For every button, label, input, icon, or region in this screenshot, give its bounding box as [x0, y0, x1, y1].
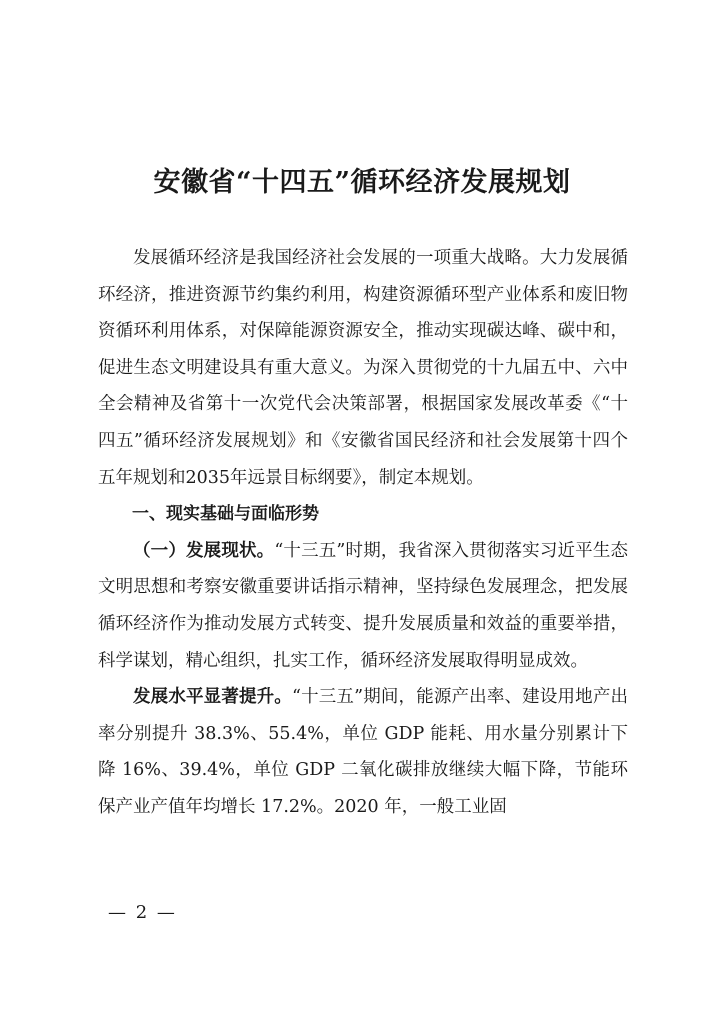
- point-paragraph: [98, 679, 628, 825]
- subsection-lead: （一）发展现状。: [133, 540, 275, 561]
- document-title: 安徽省“十四五”循环经济发展规划: [153, 167, 571, 198]
- subsection-text: “十三五”时期，我省深入贯彻落实习近平生态文明思想和考察安徽重要讲话指示精神，坚持绿色发展理念，把发展循环经济作为推动发展方式转变、提升发展质量和效益的重要举措，科学谋划，精心组织，扎实工作，循环经济发展取得明显成效。: [98, 540, 628, 671]
- subsection-paragraph: [98, 533, 628, 679]
- intro-paragraph: 发展循环经济是我国经济社会发展的一项重大战略。大力发展循环经济，推进资源节约集约利用，构建资源循环型产业体系和废旧物资循环利用体系，对保障能源资源安全，推动实现碳达峰、碳中和，促进生态文明建设具有重大意义。为深入贯彻党的十九届五中、六中全会精神及省第十一次党代会决策部署，根据国家发展改革委《“十四五”循环经济发展规划》和《安徽省国民经济和社会发展第十四个五年规划和2035年远景目标纲要》，制定本规划。: [98, 248, 628, 488]
- section-heading: 一、现实基础与面临形势: [132, 504, 319, 525]
- point-lead: 发展水平显著提升。: [133, 687, 292, 708]
- document-body: [98, 240, 628, 826]
- page-number: — 2 —: [108, 902, 177, 923]
- point-text: “十三五”期间，能源产出率、建设用地产出率分别提升 38.3%、55.4%，单位 GDP 能耗、用水量分别累计下降 16%、39.4%，单位 GDP 二氧化碳排放继续大幅下降，节能环保产业产值年均增长 17.2%。2020 年，一般工业固: [98, 687, 628, 817]
